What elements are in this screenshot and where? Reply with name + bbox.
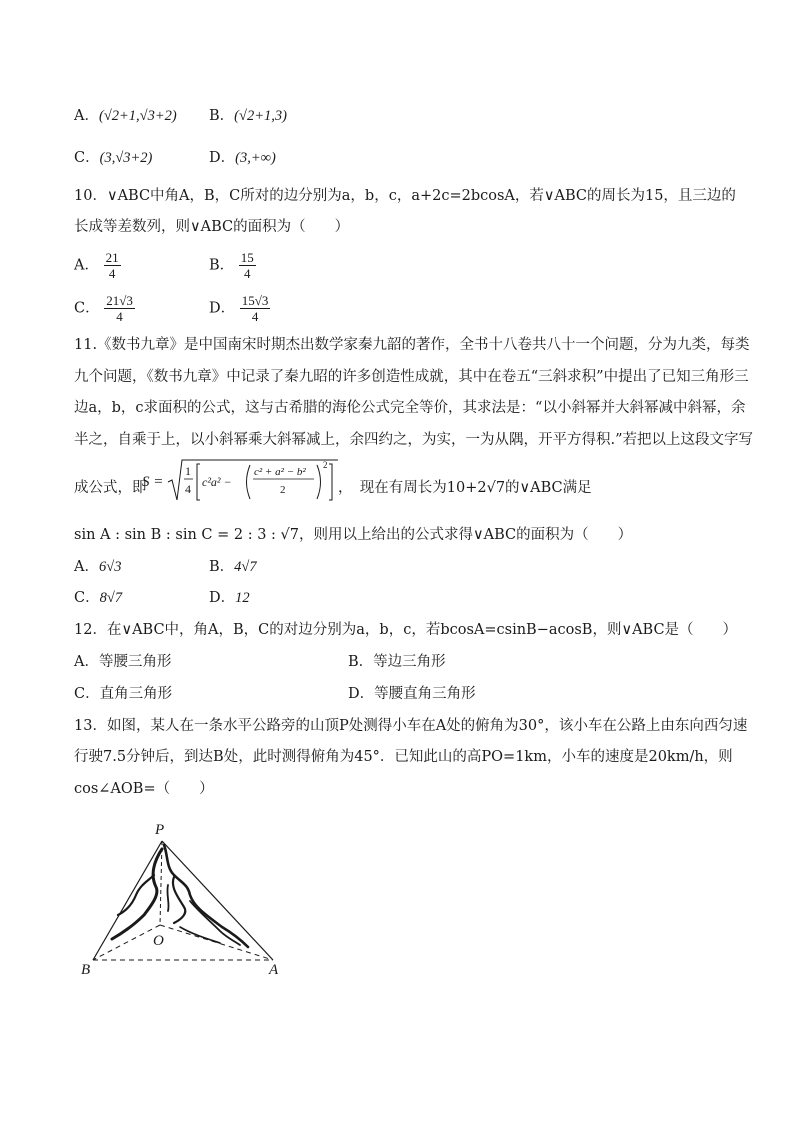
option-fraction: $\frac{15}{4}$ [240,250,254,281]
label-p: P [155,822,165,838]
q9-option-b [209,106,287,126]
q11-option-b [209,557,257,577]
option-label: C． [74,300,100,317]
q11-text-line1: 11.《数书九章》是中国南宋时期杰出数学家秦九韶的著作，全书十八卷共八十一个问题，分为九类，每类 [74,337,750,353]
option-label: A． [74,559,99,575]
option-value: 12 [235,590,250,606]
svg-text:4: 4 [185,482,191,496]
q10-option-a [74,250,121,281]
q11-option-a [74,557,121,577]
q12-option-b: B．等边三角形 [348,654,446,670]
formula-square: 2 [323,460,328,470]
q11-text-line5-suffix: ， 现在有周长为10+2√7的∨ABC满足 [338,480,592,496]
option-label: A． [74,257,99,274]
q11-formula [142,456,342,506]
q12-option-c: C．直角三角形 [74,686,173,702]
option-fraction: $\frac{21}{4}$ [105,250,119,281]
option-value: 4√7 [234,559,257,575]
q11-option-d [209,588,250,608]
q11-text-line5-prefix: 成公式，即 [74,480,147,496]
q9-option-a [74,106,177,126]
q10-option-b [209,250,256,281]
formula-inner-num: c² + a² − b² [254,466,306,478]
option-label: C． [74,150,100,166]
q13-text-line1: 13．如图，某人在一条水平公路旁的山顶P处测得小车在A处的俯角为30°，该小车在公路上由东向西匀速 [74,718,748,734]
q10-text-line2: 长成等差数列，则∨ABC的面积为（ ） [74,219,350,235]
option-label: B． [209,108,235,124]
option-label: B． [209,559,235,575]
label-b: B [81,962,91,978]
q10-text-line1: 10．∨ABC中角A，B，C所对的边分别为a，b，c，a+2c=2bcosA，若∨ABC的周长为15，且三边的 [74,188,736,204]
q10-option-c [74,293,135,324]
option-value: (3,+∞) [235,150,276,166]
formula-c2a2: c²a² − [202,475,232,489]
option-value: (√2+1,3) [234,108,287,124]
option-label: B． [209,257,235,274]
option-label: A． [74,108,99,124]
q12-option-a: A．等腰三角形 [74,654,172,670]
q13-mountain-figure [70,815,300,985]
option-value: (√2+1,√3+2) [98,108,177,124]
formula-inner-den: 2 [280,484,286,496]
option-fraction: $\frac{21√3}{4}$ [106,293,133,324]
q9-option-d [209,148,276,168]
radical-sign [168,460,338,500]
q11-text-line4: 半之，自乘于上，以小斜幂乘大斜幂减上，余四约之，为实，一为从隅，开平方得积.”若把以上这段文字写 [74,432,754,448]
q10-option-d [209,293,270,324]
q11-text-line6: sin A : sin B : sin C = 2 : 3 : √7，则用以上给出的公式求得∨ABC的面积为（ ） [74,527,633,543]
q13-text-line2: 行驶7.5分钟后，到达B处，此时测得俯角为45°．已知此山的高PO=1km，小车的速度是20km/h，则 [74,749,733,765]
svg-text:1: 1 [185,464,191,478]
option-label: D． [209,590,236,606]
label-a: A [269,962,279,978]
q12-option-d: D．等腰直角三角形 [348,686,476,702]
q11-option-c [74,588,122,608]
q9-option-c [74,148,152,168]
q11-text-line2: 九个问题，《数书九章》中记录了秦九昭的许多创造性成就，其中在卷五“三斜求积”中提出了已知三角形三 [74,369,749,385]
option-value: 8√7 [99,590,123,606]
option-fraction: $\frac{15√3}{4}$ [241,293,269,324]
q13-text-line3: cos∠AOB=（ ） [74,781,214,797]
formula-s: S = [142,474,164,490]
q11-text-line3: 边a，b，c求面积的公式，这与古希腊的海伦公式完全等价，其求法是：“以小斜幂并大斜幂减中斜幂，余 [74,400,746,416]
option-value: (3,√3+2) [99,150,153,166]
option-value: 6√3 [98,559,122,575]
option-label: D． [209,150,236,166]
option-label: C． [74,590,100,606]
option-label: D． [209,300,236,317]
label-o: O [153,933,164,949]
q12-text-line1: 12．在∨ABC中，角A，B，C的对边分别为a，b，c，若bcosA=csinB−acosB，则∨ABC是（ ） [74,622,738,638]
